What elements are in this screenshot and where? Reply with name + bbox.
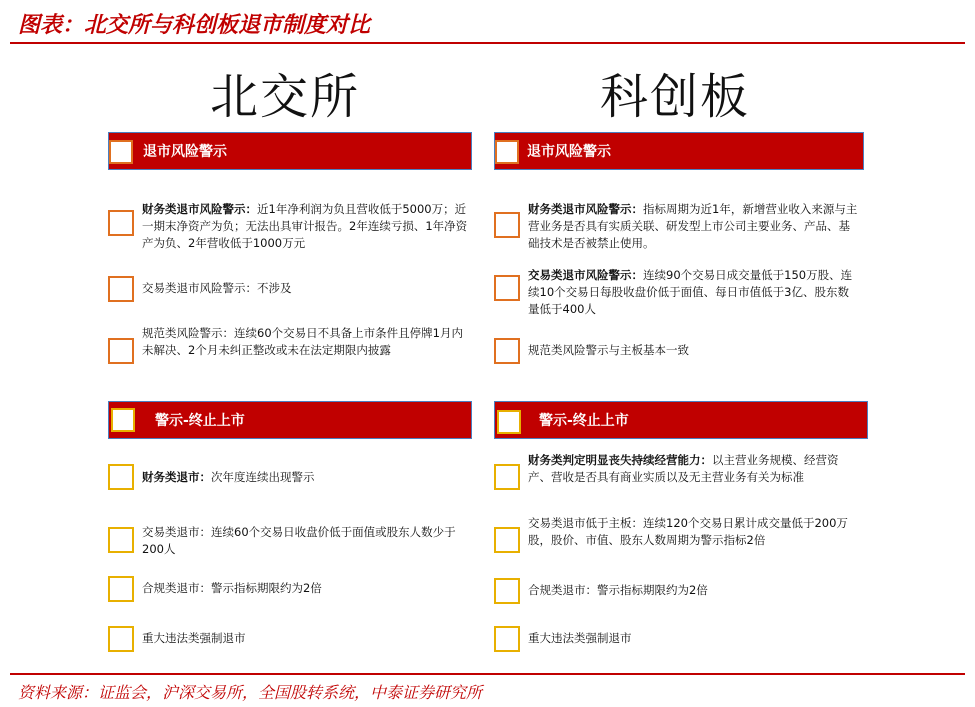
bse-banner-checkbox <box>111 408 135 432</box>
star-banner-termination <box>494 401 868 439</box>
star-banner-checkbox <box>495 140 519 164</box>
bse-banner-delisting-warning <box>108 132 472 170</box>
bse-item-box <box>108 210 134 236</box>
bse-banner-termination <box>108 401 472 439</box>
item-body: 重大违法类强制退市 <box>142 631 246 645</box>
star-item-financial-delisting <box>528 452 858 486</box>
bse-item-financial-delisting <box>142 469 472 486</box>
bse-banner-label: 警示-终止上市 <box>155 413 245 429</box>
item-body: 以主营业务规模、经营资产、营收是否具有商业实质以及无主营业务有关为标准 <box>528 453 839 484</box>
bse-item-box <box>108 464 134 490</box>
star-item-financial-warning <box>528 201 858 252</box>
star-banner-label: 退市风险警示 <box>527 144 611 160</box>
star-item-box <box>494 578 520 604</box>
bse-item-box <box>108 276 134 302</box>
item-body: 规范类风险警示与主板基本一致 <box>528 343 689 357</box>
bse-banner-checkbox <box>109 140 133 164</box>
bse-item-box <box>108 626 134 652</box>
star-banner-label: 警示-终止上市 <box>539 413 629 429</box>
item-body: 合规类退市：警示指标期限约为2倍 <box>528 583 708 597</box>
source-note: 资料来源：证监会，沪深交易所，全国股转系统，中泰证券研究所 <box>18 683 483 702</box>
column-title-star: 科创板 <box>600 69 751 125</box>
item-lead: 财务类判定明显丧失持续经营能力： <box>528 453 712 467</box>
bottom-rule <box>10 673 965 675</box>
bse-item-trading-delisting <box>142 524 472 558</box>
star-item-box <box>494 464 520 490</box>
bse-item-trading-warning <box>142 280 472 297</box>
item-body: 指标周期为近1年，新增营业收入来源与主营业务是否具有实质关联、研发型上市公司主要业务、产品、基础技术是否被禁止使用。 <box>528 202 858 250</box>
item-body: 近1年净利润为负且营收低于5000万；近一期末净资产为负；无法出具审计报告。2年连续亏损、1年净资产为负、2年营收低于1000万元 <box>142 202 468 250</box>
item-lead: 财务类退市风险警示： <box>528 202 643 216</box>
star-item-trading-delisting <box>528 515 858 549</box>
item-lead: 财务类退市风险警示： <box>142 202 257 216</box>
bse-banner-label: 退市风险警示 <box>143 144 227 160</box>
bse-item-compliance-warning <box>142 325 472 359</box>
star-item-major-violation <box>528 630 858 647</box>
star-banner-checkbox <box>497 410 521 434</box>
bse-item-box <box>108 576 134 602</box>
star-item-compliance-delisting <box>528 582 858 599</box>
item-body: 交易类退市风险警示：不涉及 <box>142 281 292 295</box>
star-item-compliance-warning <box>528 342 858 359</box>
star-item-box <box>494 212 520 238</box>
bse-item-box <box>108 338 134 364</box>
item-body: 规范类风险警示：连续60个交易日不具备上市条件且停牌1月内未解决、2个月未纠正整改或未在法定期限内披露 <box>142 326 463 357</box>
item-lead: 财务类退市： <box>142 470 211 484</box>
star-banner-delisting-warning <box>494 132 864 170</box>
bse-item-compliance-delisting <box>142 580 472 597</box>
column-title-bse: 北交所 <box>210 69 361 125</box>
star-item-box <box>494 275 520 301</box>
bse-item-financial-warning <box>142 201 472 252</box>
top-rule <box>10 42 965 44</box>
item-body: 重大违法类强制退市 <box>528 631 632 645</box>
star-item-trading-warning <box>528 267 858 318</box>
item-body: 合规类退市：警示指标期限约为2倍 <box>142 581 322 595</box>
star-item-box <box>494 527 520 553</box>
item-lead: 交易类退市风险警示： <box>528 268 643 282</box>
item-body: 交易类退市低于主板：连续120个交易日累计成交量低于200万股，股价、市值、股东人数周期为警示指标2倍 <box>528 516 848 547</box>
bse-item-major-violation <box>142 630 472 647</box>
item-body: 连续90个交易日成交量低于150万股、连续10个交易日每股收盘价低于面值、每日市值低于3亿、股东数量低于400人 <box>528 268 853 316</box>
star-item-box <box>494 626 520 652</box>
star-item-box <box>494 338 520 364</box>
item-body: 交易类退市：连续60个交易日收盘价低于面值或股东人数少于200人 <box>142 525 456 556</box>
bse-item-box <box>108 527 134 553</box>
item-body: 次年度连续出现警示 <box>211 470 315 484</box>
figure-title: 图表：北交所与科创板退市制度对比 <box>18 12 371 38</box>
